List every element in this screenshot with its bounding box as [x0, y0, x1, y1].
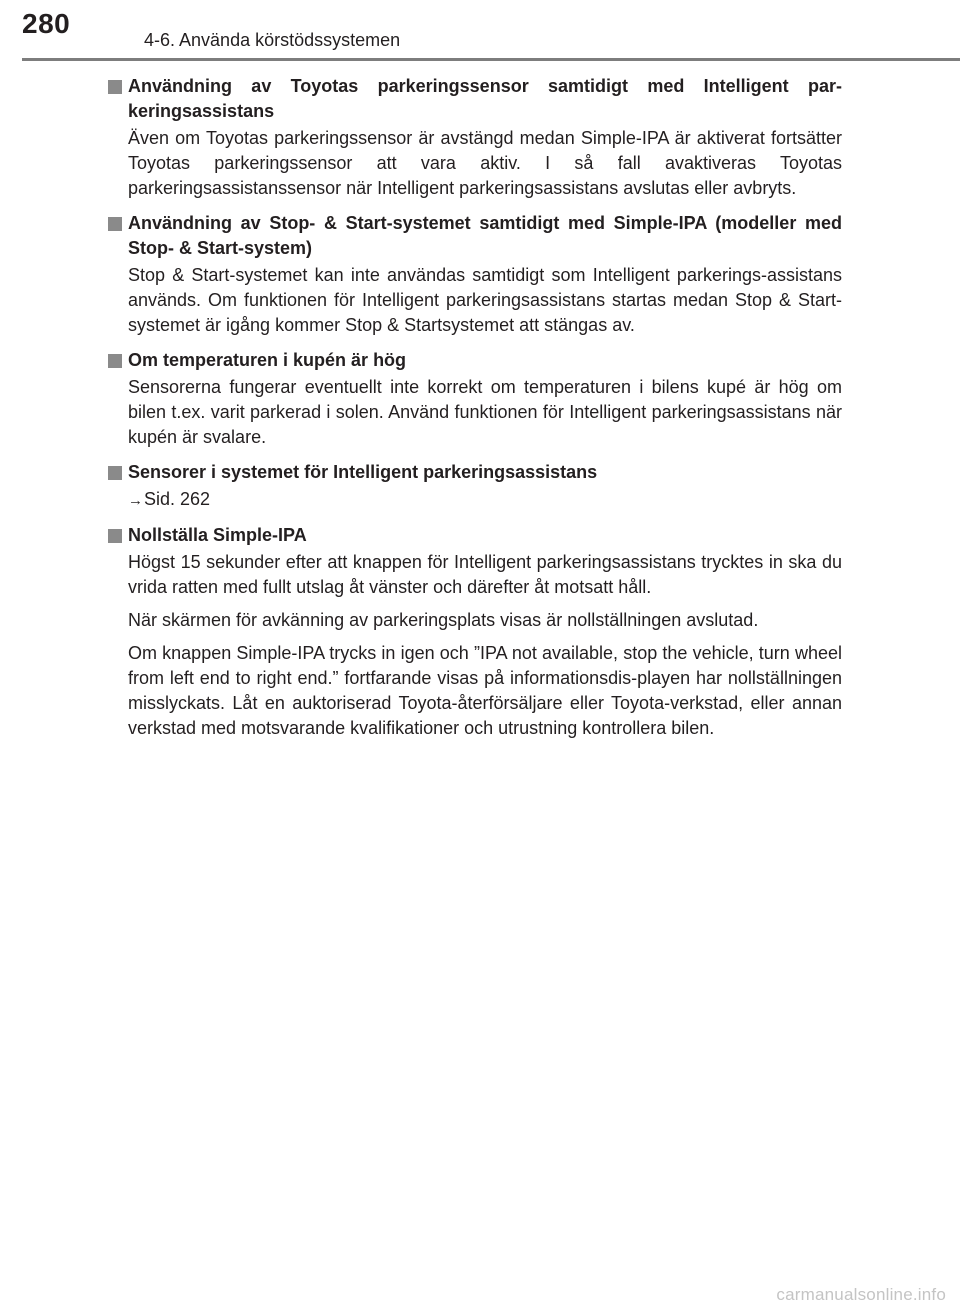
section-heading-text: Användning av Toyotas parkeringssensor samtidigt med Intelligent par-keringsassistans	[128, 76, 842, 121]
footer-watermark: carmanualsonline.info	[776, 1285, 946, 1304]
square-bullet-icon	[108, 217, 122, 231]
page-number: 280	[22, 8, 71, 39]
section-paragraph: Högst 15 sekunder efter att knappen för Intelligent parkeringsassistans trycktes in ska du vrida ratten med fullt utslag åt vänster och därefter åt motsatt håll.	[128, 552, 842, 597]
page-header	[0, 0, 960, 62]
section-heading-text: Om temperaturen i kupén är hög	[128, 350, 407, 370]
section-parking-sensor	[108, 74, 842, 201]
section-reset-ipa	[108, 523, 842, 741]
section-heading	[108, 74, 842, 124]
section-stop-start	[108, 211, 842, 338]
section-heading	[108, 460, 842, 485]
section-cabin-temperature	[108, 348, 842, 450]
section-paragraph: När skärmen för avkänning av parkeringsplats visas är nollställningen avslutad.	[128, 610, 759, 630]
page-content	[108, 74, 842, 751]
section-heading-text: Nollställa Simple-IPA	[128, 525, 307, 545]
square-bullet-icon	[108, 466, 122, 480]
section-heading-text: Sensorer i systemet för Intelligent parkeringsassistans	[128, 462, 598, 482]
section-paragraph: Om knappen Simple-IPA trycks in igen och ”IPA not available, stop the vehicle, turn wheel from left end to right end.” fortfarande visas på informationsdis-playen har nollställningen misslyckats. Låt en auktoriserad Toyota-återförsäljare eller Toyota-verkstad, eller annan verkstad med motsvarande kvalifikationer och utrustning kontrollera bilen.	[128, 643, 842, 738]
page-reference-text: Sid. 262	[144, 489, 211, 509]
section-paragraph: Sensorerna fungerar eventuellt inte korrekt om temperaturen i bilens kupé är hög om bilen t.ex. varit parkerad i solen. Använd funktionen för Intelligent parkeringsassistans när kupén är svalare.	[128, 377, 842, 447]
section-sensors	[108, 460, 842, 513]
section-heading	[108, 523, 842, 548]
section-heading	[108, 211, 842, 261]
chapter-title: 4-6. Använda körstödssystemen	[144, 30, 401, 50]
page-reference[interactable]	[108, 487, 842, 513]
square-bullet-icon	[108, 529, 122, 543]
square-bullet-icon	[108, 354, 122, 368]
section-heading	[108, 348, 842, 373]
arrow-right-icon: →	[128, 492, 143, 509]
section-heading-text: Användning av Stop- & Start-systemet samtidigt med Simple-IPA (modeller med Stop- & Start-system)	[128, 213, 842, 258]
section-paragraph: Även om Toyotas parkeringssensor är avstängd medan Simple-IPA är aktiverat fortsätter Toyotas parkeringssensor att vara aktiv. I så fall avaktiveras Toyotas parkeringsassistanssensor när Intelligent parkeringsassistans avslutas eller avbryts.	[128, 128, 842, 198]
section-paragraph: Stop & Start-systemet kan inte användas samtidigt som Intelligent parkerings-assistans används. Om funktionen för Intelligent parkeringsassistans startas medan Stop & Start-systemet är igång kommer Stop & Startsystemet att stängas av.	[128, 265, 842, 335]
header-rule	[22, 58, 960, 61]
square-bullet-icon	[108, 80, 122, 94]
